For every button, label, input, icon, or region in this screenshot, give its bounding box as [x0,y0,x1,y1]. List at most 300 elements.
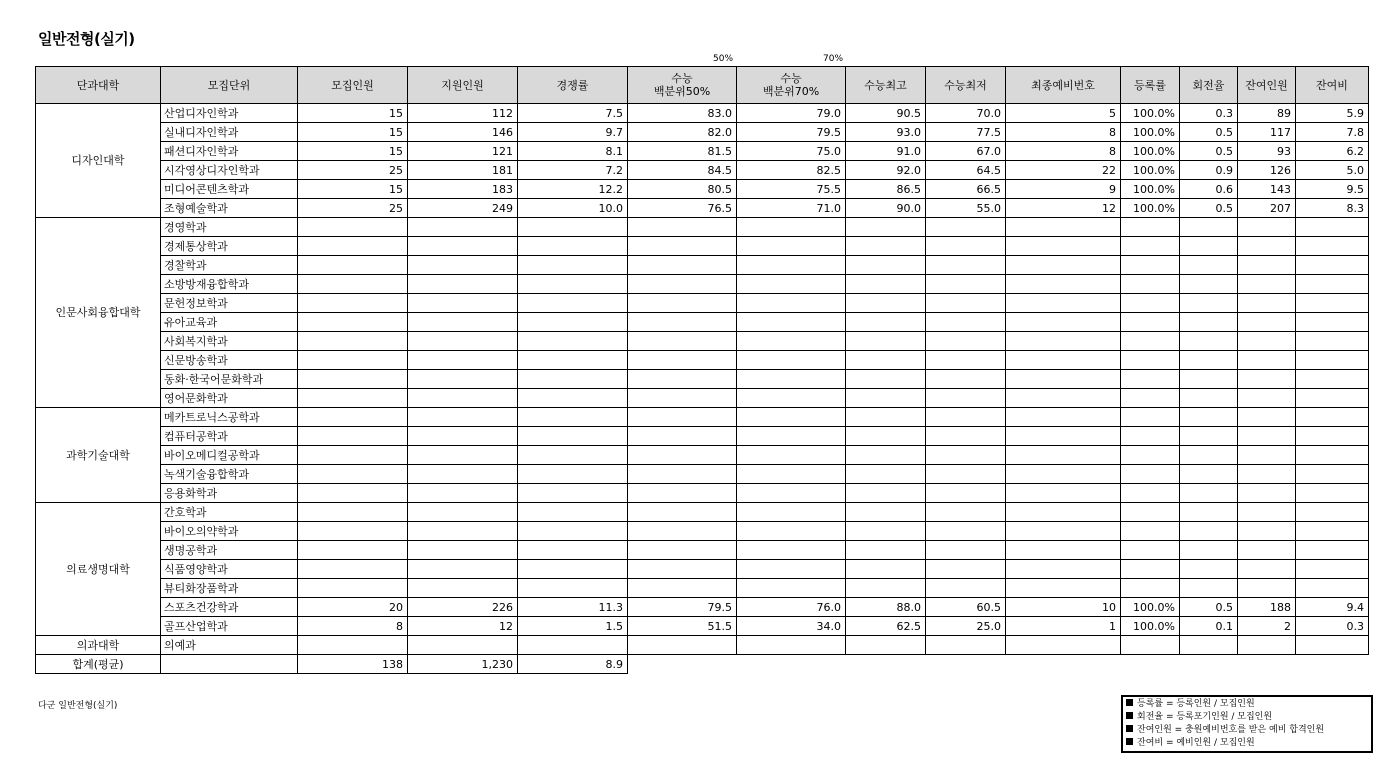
max-cell [846,427,926,446]
reg-rate-cell [1121,408,1180,427]
legend-text: 등록률 = 등록인원 / 모집인원 [1137,699,1255,709]
ratio-cell [518,503,628,522]
square-bullet-icon [1126,738,1133,745]
remaining-ratio-cell [1296,560,1369,579]
remaining-ratio-cell [1296,541,1369,560]
remaining-ratio-cell [1296,503,1369,522]
table-row [36,142,1369,161]
remaining-cell: 93 [1238,142,1296,161]
header-p50-line1: 수능 [671,72,693,85]
remaining-cell: 117 [1238,123,1296,142]
remaining-ratio-cell [1296,237,1369,256]
applicants-cell [408,560,518,579]
table-row [36,541,1369,560]
p50-cell [628,332,737,351]
p70-cell [737,636,846,655]
reg-rate-cell [1121,332,1180,351]
quota-cell: 8 [298,617,408,636]
ratio-cell [518,427,628,446]
max-cell [846,503,926,522]
header-remaining: 잔여인원 [1238,67,1296,104]
reg-rate-cell [1121,275,1180,294]
total-label: 합계(평균) [36,655,161,674]
waitlist-cell [1006,636,1121,655]
p70-cell [737,446,846,465]
p50-cell: 84.5 [628,161,737,180]
waitlist-cell: 5 [1006,104,1121,123]
total-applicants: 1,230 [408,655,518,674]
waitlist-cell [1006,237,1121,256]
dept-cell: 바이오메디컬공학과 [161,446,298,465]
remaining-ratio-cell: 0.3 [1296,617,1369,636]
dept-cell: 실내디자인학과 [161,123,298,142]
ratio-cell: 9.7 [518,123,628,142]
turnover-cell [1180,370,1238,389]
turnover-cell: 0.5 [1180,123,1238,142]
dept-cell: 동화·한국어문화학과 [161,370,298,389]
applicants-cell [408,579,518,598]
quota-cell: 15 [298,180,408,199]
header-row [36,67,1369,104]
p70-cell [737,351,846,370]
percentile-70-note: 70% [823,54,844,64]
legend-text: 회전율 = 등록포기인원 / 모집인원 [1137,712,1273,722]
ratio-cell: 7.2 [518,161,628,180]
header-ratio: 경쟁률 [518,67,628,104]
dept-cell: 녹색기술융합학과 [161,465,298,484]
turnover-cell [1180,427,1238,446]
table-row [36,104,1369,123]
remaining-cell [1238,351,1296,370]
waitlist-cell [1006,408,1121,427]
table-row [36,294,1369,313]
dept-cell: 사회복지학과 [161,332,298,351]
header-percentile-70 [737,67,846,104]
reg-rate-cell [1121,389,1180,408]
table-row [36,446,1369,465]
quota-cell: 25 [298,161,408,180]
applicants-cell: 112 [408,104,518,123]
ratio-cell [518,351,628,370]
table-row [36,560,1369,579]
remaining-ratio-cell [1296,313,1369,332]
min-cell: 66.5 [926,180,1006,199]
min-cell [926,484,1006,503]
remaining-cell [1238,560,1296,579]
p70-cell: 76.0 [737,598,846,617]
header-applicants: 지원인원 [408,67,518,104]
p50-cell [628,446,737,465]
waitlist-cell [1006,313,1121,332]
min-cell [926,275,1006,294]
p50-cell [628,313,737,332]
legend-item [1126,737,1368,750]
waitlist-cell [1006,541,1121,560]
dept-cell: 생명공학과 [161,541,298,560]
remaining-ratio-cell [1296,465,1369,484]
quota-cell: 15 [298,123,408,142]
waitlist-cell: 1 [1006,617,1121,636]
waitlist-cell: 22 [1006,161,1121,180]
turnover-cell [1180,446,1238,465]
dept-cell: 컴퓨터공학과 [161,427,298,446]
table-row [36,389,1369,408]
reg-rate-cell [1121,503,1180,522]
min-cell [926,446,1006,465]
square-bullet-icon [1126,712,1133,719]
p70-cell [737,313,846,332]
reg-rate-cell [1121,427,1180,446]
header-p50-line2: 백분위50% [653,85,711,98]
applicants-cell [408,484,518,503]
square-bullet-icon [1126,725,1133,732]
p50-cell [628,522,737,541]
applicants-cell [408,541,518,560]
max-cell [846,522,926,541]
quota-cell [298,351,408,370]
quota-cell [298,427,408,446]
ratio-cell [518,237,628,256]
dept-cell: 메카트로닉스공학과 [161,408,298,427]
turnover-cell [1180,256,1238,275]
ratio-cell [518,275,628,294]
p50-cell [628,294,737,313]
turnover-cell [1180,465,1238,484]
max-cell [846,351,926,370]
remaining-cell [1238,370,1296,389]
remaining-ratio-cell [1296,636,1369,655]
table-row [36,484,1369,503]
waitlist-cell: 8 [1006,142,1121,161]
table-row [36,370,1369,389]
page-title: 일반전형(실기) [38,30,135,48]
applicants-cell [408,522,518,541]
ratio-cell [518,446,628,465]
table-row [36,465,1369,484]
table-row [36,199,1369,218]
ratio-cell: 8.1 [518,142,628,161]
max-cell [846,237,926,256]
max-cell [846,636,926,655]
dept-cell: 경제통상학과 [161,237,298,256]
table-row [36,180,1369,199]
min-cell [926,427,1006,446]
dept-cell: 유아교육과 [161,313,298,332]
college-cell: 디자인대학 [36,104,161,218]
p70-cell [737,218,846,237]
remaining-ratio-cell [1296,446,1369,465]
p50-cell [628,427,737,446]
dept-cell: 골프산업학과 [161,617,298,636]
remaining-ratio-cell [1296,579,1369,598]
p50-cell [628,218,737,237]
remaining-ratio-cell [1296,522,1369,541]
p70-cell [737,560,846,579]
min-cell [926,351,1006,370]
p70-cell [737,256,846,275]
waitlist-cell [1006,560,1121,579]
quota-cell: 15 [298,142,408,161]
table-row [36,598,1369,617]
remaining-ratio-cell: 7.8 [1296,123,1369,142]
min-cell: 64.5 [926,161,1006,180]
ratio-cell: 1.5 [518,617,628,636]
p50-cell: 82.0 [628,123,737,142]
college-cell: 인문사회융합대학 [36,218,161,408]
remaining-cell: 126 [1238,161,1296,180]
quota-cell [298,484,408,503]
remaining-cell [1238,636,1296,655]
p50-cell: 83.0 [628,104,737,123]
ratio-cell [518,332,628,351]
total-quota: 138 [298,655,408,674]
quota-cell: 25 [298,199,408,218]
applicants-cell [408,465,518,484]
reg-rate-cell [1121,351,1180,370]
remaining-cell [1238,408,1296,427]
p70-cell [737,579,846,598]
table-row [36,636,1369,655]
max-cell [846,275,926,294]
p50-cell [628,636,737,655]
quota-cell [298,465,408,484]
header-turnover: 회전율 [1180,67,1238,104]
legend-text: 잔여비 = 예비인원 / 모집인원 [1137,738,1255,748]
min-cell: 67.0 [926,142,1006,161]
waitlist-cell: 12 [1006,199,1121,218]
p70-cell [737,541,846,560]
turnover-cell [1180,484,1238,503]
ratio-cell: 11.3 [518,598,628,617]
p70-cell [737,427,846,446]
remaining-ratio-cell: 6.2 [1296,142,1369,161]
min-cell [926,370,1006,389]
p50-cell [628,408,737,427]
ratio-cell [518,484,628,503]
min-cell [926,332,1006,351]
min-cell [926,541,1006,560]
p70-cell [737,465,846,484]
table-row [36,503,1369,522]
turnover-cell [1180,522,1238,541]
reg-rate-cell [1121,560,1180,579]
reg-rate-cell: 100.0% [1121,123,1180,142]
waitlist-cell [1006,484,1121,503]
p50-cell [628,389,737,408]
quota-cell [298,560,408,579]
p50-cell [628,237,737,256]
remaining-ratio-cell [1296,218,1369,237]
max-cell [846,541,926,560]
remaining-cell [1238,313,1296,332]
min-cell [926,408,1006,427]
min-cell [926,579,1006,598]
reg-rate-cell [1121,370,1180,389]
remaining-cell [1238,541,1296,560]
table-row [36,332,1369,351]
header-college: 단과대학 [36,67,161,104]
ratio-cell [518,465,628,484]
p70-cell [737,294,846,313]
table-row [36,161,1369,180]
p70-cell: 71.0 [737,199,846,218]
applicants-cell [408,503,518,522]
dept-cell: 미디어콘텐츠학과 [161,180,298,199]
header-quota: 모집인원 [298,67,408,104]
quota-cell [298,256,408,275]
applicants-cell [408,256,518,275]
min-cell [926,636,1006,655]
max-cell [846,389,926,408]
college-cell: 의과대학 [36,636,161,655]
turnover-cell [1180,275,1238,294]
min-cell [926,522,1006,541]
header-reg-rate: 등록률 [1121,67,1180,104]
applicants-cell [408,313,518,332]
remaining-ratio-cell: 5.0 [1296,161,1369,180]
waitlist-cell [1006,465,1121,484]
remaining-ratio-cell [1296,351,1369,370]
quota-cell [298,370,408,389]
p50-cell [628,579,737,598]
remaining-ratio-cell [1296,332,1369,351]
ratio-cell: 12.2 [518,180,628,199]
max-cell: 93.0 [846,123,926,142]
dept-cell: 문헌정보학과 [161,294,298,313]
ratio-cell [518,522,628,541]
max-cell [846,560,926,579]
dept-cell: 스포츠건강학과 [161,598,298,617]
table-row [36,427,1369,446]
dept-cell: 소방방재융합학과 [161,275,298,294]
min-cell [926,294,1006,313]
reg-rate-cell [1121,313,1180,332]
dept-cell: 조형예술학과 [161,199,298,218]
waitlist-cell [1006,332,1121,351]
dept-cell: 시각영상디자인학과 [161,161,298,180]
quota-cell [298,389,408,408]
ratio-cell [518,294,628,313]
waitlist-cell [1006,351,1121,370]
remaining-cell [1238,389,1296,408]
dept-cell: 경영학과 [161,218,298,237]
waitlist-cell [1006,218,1121,237]
remaining-cell [1238,218,1296,237]
turnover-cell [1180,351,1238,370]
legend-text: 잔여인원 = 충원예비번호를 받은 예비 합격인원 [1137,725,1325,735]
reg-rate-cell [1121,522,1180,541]
square-bullet-icon [1126,699,1133,706]
min-cell [926,560,1006,579]
ratio-cell [518,408,628,427]
reg-rate-cell: 100.0% [1121,617,1180,636]
max-cell [846,484,926,503]
ratio-cell [518,636,628,655]
quota-cell [298,313,408,332]
reg-rate-cell [1121,484,1180,503]
remaining-ratio-cell [1296,408,1369,427]
waitlist-cell [1006,389,1121,408]
remaining-ratio-cell: 8.3 [1296,199,1369,218]
dept-cell: 의예과 [161,636,298,655]
table-row [36,579,1369,598]
table-row [36,408,1369,427]
min-cell: 55.0 [926,199,1006,218]
waitlist-cell [1006,503,1121,522]
remaining-cell [1238,275,1296,294]
max-cell [846,465,926,484]
min-cell [926,256,1006,275]
header-p70-line1: 수능 [780,72,802,85]
reg-rate-cell: 100.0% [1121,180,1180,199]
remaining-ratio-cell [1296,256,1369,275]
max-cell [846,256,926,275]
remaining-cell [1238,503,1296,522]
max-cell: 86.5 [846,180,926,199]
ratio-cell [518,256,628,275]
remaining-cell [1238,465,1296,484]
turnover-cell [1180,579,1238,598]
min-cell [926,313,1006,332]
p50-cell [628,370,737,389]
turnover-cell: 0.5 [1180,598,1238,617]
dept-cell: 영어문화학과 [161,389,298,408]
turnover-cell [1180,503,1238,522]
waitlist-cell [1006,256,1121,275]
table-body [36,104,1369,655]
remaining-cell: 143 [1238,180,1296,199]
max-cell [846,294,926,313]
header-max: 수능최고 [846,67,926,104]
table-row [36,351,1369,370]
reg-rate-cell [1121,446,1180,465]
applicants-cell [408,237,518,256]
applicants-cell [408,332,518,351]
legend-item [1126,724,1368,737]
legend-item [1126,711,1368,724]
table-row [36,313,1369,332]
dept-cell: 식품영양학과 [161,560,298,579]
min-cell [926,218,1006,237]
turnover-cell [1180,332,1238,351]
quota-cell: 20 [298,598,408,617]
p70-cell [737,408,846,427]
turnover-cell [1180,313,1238,332]
total-empty-cell [161,655,298,674]
p70-cell [737,484,846,503]
quota-cell [298,294,408,313]
p70-cell: 75.5 [737,180,846,199]
reg-rate-cell: 100.0% [1121,598,1180,617]
remaining-cell [1238,446,1296,465]
remaining-cell: 2 [1238,617,1296,636]
p50-cell [628,503,737,522]
p70-cell [737,237,846,256]
header-min: 수능최저 [926,67,1006,104]
applicants-cell: 12 [408,617,518,636]
reg-rate-cell [1121,465,1180,484]
quota-cell [298,332,408,351]
dept-cell: 경찰학과 [161,256,298,275]
quota-cell [298,503,408,522]
reg-rate-cell [1121,579,1180,598]
quota-cell [298,541,408,560]
table-row [36,237,1369,256]
quota-cell [298,522,408,541]
applicants-cell [408,408,518,427]
quota-cell [298,275,408,294]
ratio-cell: 7.5 [518,104,628,123]
